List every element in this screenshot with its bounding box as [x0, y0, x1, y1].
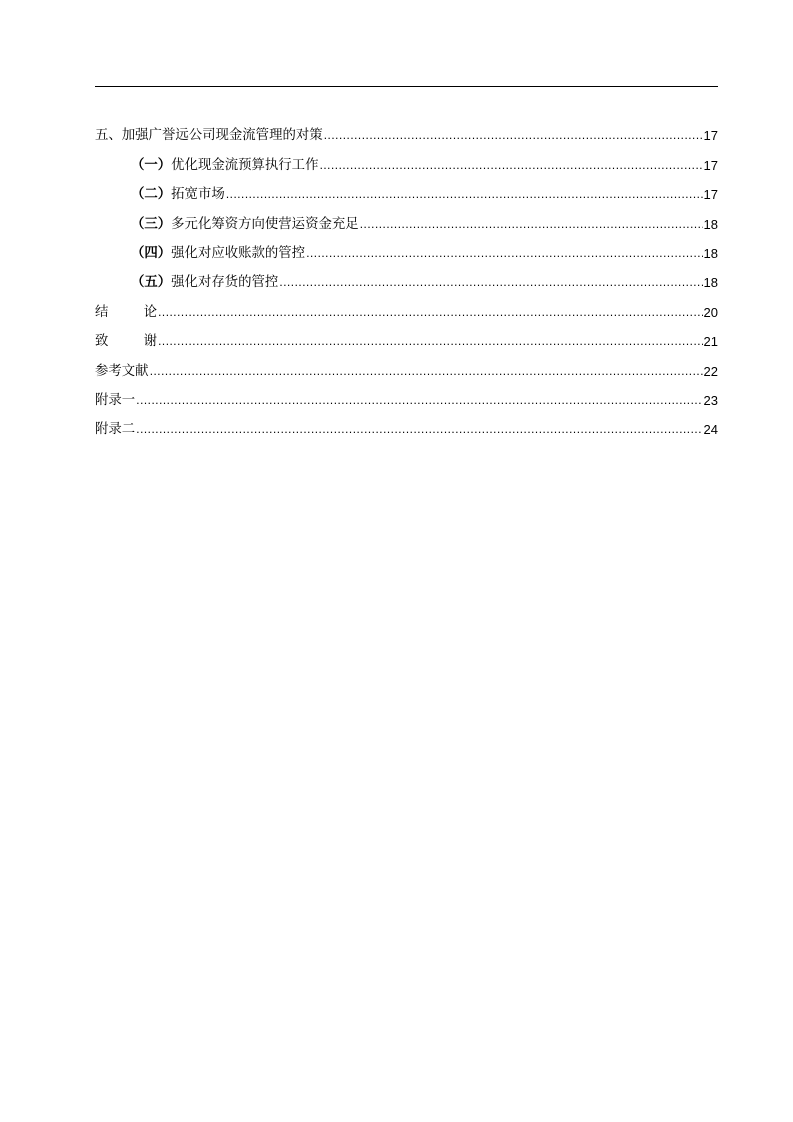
- toc-entry-label: 附录一: [95, 392, 136, 408]
- toc-entry[interactable]: [95, 293, 718, 322]
- toc-leader-dots: [158, 332, 703, 352]
- table-of-contents: [95, 117, 718, 440]
- toc-entry[interactable]: [95, 235, 718, 264]
- toc-page-number: 17: [703, 157, 718, 173]
- toc-leader-dots: [158, 303, 703, 323]
- toc-entry[interactable]: [95, 323, 718, 352]
- toc-entry[interactable]: [95, 205, 718, 234]
- toc-leader-dots: [319, 156, 702, 176]
- toc-entry[interactable]: [95, 117, 718, 146]
- toc-leader-dots: [360, 215, 703, 235]
- toc-page-number: 24: [703, 422, 718, 438]
- toc-entry-number: （五）: [131, 275, 172, 291]
- toc-leader-dots: [324, 126, 703, 146]
- toc-entry-label: 优化现金流预算执行工作: [171, 157, 319, 173]
- toc-entry[interactable]: [95, 176, 718, 205]
- toc-entry-label: 多元化筹资方向使营运资金充足: [171, 216, 359, 232]
- toc-entry[interactable]: [95, 264, 718, 293]
- toc-entry-number: （二）: [131, 187, 172, 203]
- toc-entry[interactable]: [95, 352, 718, 381]
- toc-entry-label: 强化对应收账款的管控: [171, 245, 306, 261]
- toc-page-number: 22: [703, 363, 718, 379]
- toc-leader-dots: [136, 420, 702, 440]
- toc-page-number: 17: [703, 128, 718, 144]
- toc-entry-label: 致 谢: [95, 334, 157, 350]
- toc-page-number: 21: [703, 334, 718, 350]
- toc-page-number: 23: [703, 392, 718, 408]
- toc-leader-dots: [150, 362, 703, 382]
- toc-entry-label: 强化对存货的管控: [171, 275, 279, 291]
- toc-entry-label: 五、加强广誉远公司现金流管理的对策: [95, 128, 323, 144]
- toc-page-number: 18: [703, 275, 718, 291]
- toc-page-number: 17: [703, 187, 718, 203]
- toc-leader-dots: [226, 185, 703, 205]
- toc-entry[interactable]: [95, 146, 718, 175]
- toc-entry-number: （三）: [131, 216, 172, 232]
- toc-leader-dots: [306, 244, 702, 264]
- header-rule: [95, 86, 718, 87]
- toc-entry[interactable]: [95, 411, 718, 440]
- toc-leader-dots: [136, 391, 702, 411]
- toc-entry-label: 参考文献: [95, 363, 149, 379]
- toc-entry-label: 结 论: [95, 304, 157, 320]
- toc-entry[interactable]: [95, 382, 718, 411]
- toc-entry-label: 附录二: [95, 422, 136, 438]
- toc-page-number: 20: [703, 304, 718, 320]
- toc-page-number: 18: [703, 245, 718, 261]
- toc-entry-number: （一）: [131, 157, 172, 173]
- toc-page-number: 18: [703, 216, 718, 232]
- toc-entry-number: （四）: [131, 245, 172, 261]
- toc-leader-dots: [279, 273, 702, 293]
- toc-entry-label: 拓宽市场: [171, 187, 225, 203]
